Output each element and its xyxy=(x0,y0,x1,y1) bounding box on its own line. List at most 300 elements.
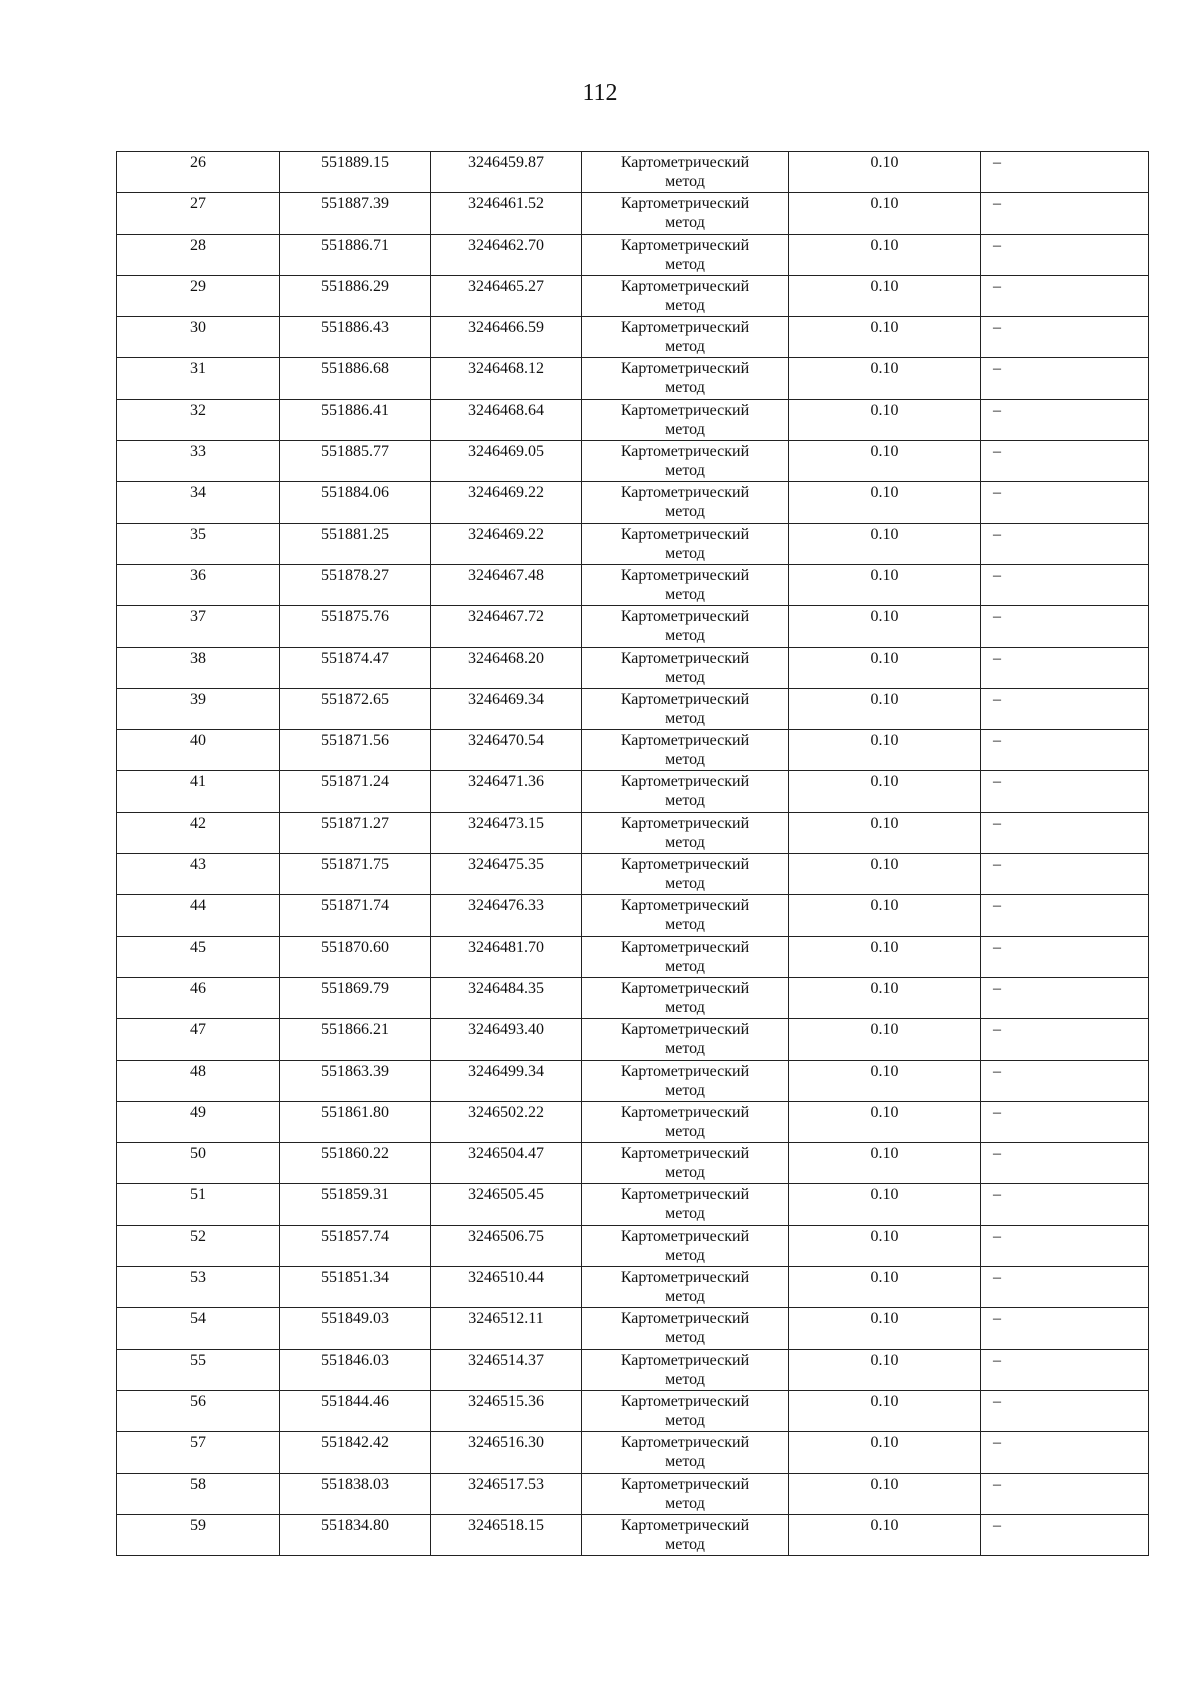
point-number-cell: 55 xyxy=(117,1349,280,1390)
method-line-1: Картометрический xyxy=(620,1434,750,1452)
x-coordinate-cell: 551871.75 xyxy=(280,854,431,895)
table-row xyxy=(117,482,1149,523)
method-line-2: метод xyxy=(665,709,705,727)
method-line-2: метод xyxy=(665,296,705,314)
method-cell xyxy=(582,895,789,936)
point-number-cell: 29 xyxy=(117,275,280,316)
y-coordinate-cell: 3246515.36 xyxy=(431,1390,582,1431)
note-cell: – xyxy=(981,564,1149,605)
point-number-cell: 45 xyxy=(117,936,280,977)
x-coordinate-cell: 551857.74 xyxy=(280,1225,431,1266)
y-coordinate-cell: 3246469.22 xyxy=(431,482,582,523)
method-line-1: Картометрический xyxy=(620,608,750,626)
method-cell xyxy=(582,854,789,895)
method-cell xyxy=(582,275,789,316)
method-line-2: метод xyxy=(665,792,705,810)
accuracy-cell: 0.10 xyxy=(789,936,981,977)
y-coordinate-cell: 3246476.33 xyxy=(431,895,582,936)
table-row xyxy=(117,647,1149,688)
x-coordinate-cell: 551886.41 xyxy=(280,399,431,440)
point-number-cell: 30 xyxy=(117,317,280,358)
table-row xyxy=(117,1514,1149,1555)
method-line-1: Картометрический xyxy=(620,897,750,915)
y-coordinate-cell: 3246517.53 xyxy=(431,1473,582,1514)
accuracy-cell: 0.10 xyxy=(789,1514,981,1555)
point-number-cell: 46 xyxy=(117,977,280,1018)
method-cell xyxy=(582,317,789,358)
table-row xyxy=(117,399,1149,440)
table-row xyxy=(117,152,1149,193)
accuracy-cell: 0.10 xyxy=(789,317,981,358)
method-line-2: метод xyxy=(665,503,705,521)
accuracy-cell: 0.10 xyxy=(789,152,981,193)
coordinates-table xyxy=(116,151,1149,1556)
accuracy-cell: 0.10 xyxy=(789,1432,981,1473)
accuracy-cell: 0.10 xyxy=(789,1019,981,1060)
y-coordinate-cell: 3246502.22 xyxy=(431,1101,582,1142)
x-coordinate-cell: 551881.25 xyxy=(280,523,431,564)
x-coordinate-cell: 551885.77 xyxy=(280,441,431,482)
method-line-1: Картометрический xyxy=(620,1062,750,1080)
method-line-1: Картометрический xyxy=(620,1310,750,1328)
accuracy-cell: 0.10 xyxy=(789,812,981,853)
table-row xyxy=(117,234,1149,275)
y-coordinate-cell: 3246467.48 xyxy=(431,564,582,605)
method-line-2: метод xyxy=(665,214,705,232)
x-coordinate-cell: 551838.03 xyxy=(280,1473,431,1514)
method-line-1: Картометрический xyxy=(620,1103,750,1121)
method-line-2: метод xyxy=(665,462,705,480)
note-cell: – xyxy=(981,193,1149,234)
point-number-cell: 58 xyxy=(117,1473,280,1514)
note-cell: – xyxy=(981,1019,1149,1060)
x-coordinate-cell: 551884.06 xyxy=(280,482,431,523)
point-number-cell: 56 xyxy=(117,1390,280,1431)
point-number-cell: 37 xyxy=(117,606,280,647)
point-number-cell: 41 xyxy=(117,771,280,812)
method-line-1: Картометрический xyxy=(620,856,750,874)
method-line-2: метод xyxy=(665,1370,705,1388)
x-coordinate-cell: 551871.56 xyxy=(280,730,431,771)
x-coordinate-cell: 551859.31 xyxy=(280,1184,431,1225)
method-cell xyxy=(582,234,789,275)
method-line-2: метод xyxy=(665,1205,705,1223)
note-cell: – xyxy=(981,854,1149,895)
point-number-cell: 54 xyxy=(117,1308,280,1349)
point-number-cell: 50 xyxy=(117,1143,280,1184)
table-row xyxy=(117,1308,1149,1349)
point-number-cell: 36 xyxy=(117,564,280,605)
method-line-1: Картометрический xyxy=(620,1351,750,1369)
method-cell xyxy=(582,1473,789,1514)
method-line-1: Картометрический xyxy=(620,1516,750,1534)
note-cell: – xyxy=(981,275,1149,316)
y-coordinate-cell: 3246469.22 xyxy=(431,523,582,564)
note-cell: – xyxy=(981,523,1149,564)
method-cell xyxy=(582,1308,789,1349)
note-cell: – xyxy=(981,1514,1149,1555)
table-row xyxy=(117,1019,1149,1060)
point-number-cell: 59 xyxy=(117,1514,280,1555)
method-line-2: метод xyxy=(665,338,705,356)
y-coordinate-cell: 3246514.37 xyxy=(431,1349,582,1390)
point-number-cell: 35 xyxy=(117,523,280,564)
x-coordinate-cell: 551886.68 xyxy=(280,358,431,399)
method-cell xyxy=(582,1267,789,1308)
note-cell: – xyxy=(981,688,1149,729)
method-cell xyxy=(582,1019,789,1060)
point-number-cell: 49 xyxy=(117,1101,280,1142)
y-coordinate-cell: 3246468.64 xyxy=(431,399,582,440)
note-cell: – xyxy=(981,1432,1149,1473)
x-coordinate-cell: 551869.79 xyxy=(280,977,431,1018)
method-line-2: метод xyxy=(665,627,705,645)
method-line-1: Картометрический xyxy=(620,690,750,708)
method-cell xyxy=(582,1432,789,1473)
x-coordinate-cell: 551871.24 xyxy=(280,771,431,812)
method-cell xyxy=(582,399,789,440)
table-row xyxy=(117,523,1149,564)
table-row xyxy=(117,358,1149,399)
method-line-1: Картометрический xyxy=(620,525,750,543)
method-line-1: Картометрический xyxy=(620,814,750,832)
table-row xyxy=(117,1349,1149,1390)
accuracy-cell: 0.10 xyxy=(789,1225,981,1266)
point-number-cell: 26 xyxy=(117,152,280,193)
y-coordinate-cell: 3246459.87 xyxy=(431,152,582,193)
y-coordinate-cell: 3246484.35 xyxy=(431,977,582,1018)
point-number-cell: 27 xyxy=(117,193,280,234)
point-number-cell: 32 xyxy=(117,399,280,440)
method-line-1: Картометрический xyxy=(620,649,750,667)
accuracy-cell: 0.10 xyxy=(789,1390,981,1431)
method-cell xyxy=(582,482,789,523)
point-number-cell: 42 xyxy=(117,812,280,853)
table-row xyxy=(117,1432,1149,1473)
accuracy-cell: 0.10 xyxy=(789,399,981,440)
table-row xyxy=(117,193,1149,234)
x-coordinate-cell: 551874.47 xyxy=(280,647,431,688)
method-line-1: Картометрический xyxy=(620,443,750,461)
note-cell: – xyxy=(981,358,1149,399)
point-number-cell: 51 xyxy=(117,1184,280,1225)
table-row xyxy=(117,1060,1149,1101)
x-coordinate-cell: 551871.74 xyxy=(280,895,431,936)
x-coordinate-cell: 551863.39 xyxy=(280,1060,431,1101)
accuracy-cell: 0.10 xyxy=(789,730,981,771)
method-line-1: Картометрический xyxy=(620,195,750,213)
method-cell xyxy=(582,193,789,234)
x-coordinate-cell: 551849.03 xyxy=(280,1308,431,1349)
accuracy-cell: 0.10 xyxy=(789,234,981,275)
method-cell xyxy=(582,977,789,1018)
method-line-2: метод xyxy=(665,1411,705,1429)
method-line-2: метод xyxy=(665,957,705,975)
method-line-1: Картометрический xyxy=(620,1021,750,1039)
x-coordinate-cell: 551834.80 xyxy=(280,1514,431,1555)
coordinates-table-body xyxy=(117,152,1149,1556)
x-coordinate-cell: 551886.43 xyxy=(280,317,431,358)
y-coordinate-cell: 3246506.75 xyxy=(431,1225,582,1266)
x-coordinate-cell: 551860.22 xyxy=(280,1143,431,1184)
point-number-cell: 39 xyxy=(117,688,280,729)
y-coordinate-cell: 3246471.36 xyxy=(431,771,582,812)
x-coordinate-cell: 551875.76 xyxy=(280,606,431,647)
accuracy-cell: 0.10 xyxy=(789,275,981,316)
table-row xyxy=(117,771,1149,812)
x-coordinate-cell: 551866.21 xyxy=(280,1019,431,1060)
y-coordinate-cell: 3246473.15 xyxy=(431,812,582,853)
table-row xyxy=(117,1143,1149,1184)
method-line-1: Картометрический xyxy=(620,1227,750,1245)
accuracy-cell: 0.10 xyxy=(789,1349,981,1390)
x-coordinate-cell: 551886.29 xyxy=(280,275,431,316)
method-line-2: метод xyxy=(665,1494,705,1512)
table-row xyxy=(117,1101,1149,1142)
method-line-2: метод xyxy=(665,875,705,893)
method-cell xyxy=(582,1101,789,1142)
method-cell xyxy=(582,152,789,193)
method-cell xyxy=(582,441,789,482)
method-line-2: метод xyxy=(665,255,705,273)
method-line-2: метод xyxy=(665,1246,705,1264)
table-row xyxy=(117,1267,1149,1308)
accuracy-cell: 0.10 xyxy=(789,193,981,234)
point-number-cell: 38 xyxy=(117,647,280,688)
table-row xyxy=(117,1473,1149,1514)
note-cell: – xyxy=(981,730,1149,771)
note-cell: – xyxy=(981,895,1149,936)
note-cell: – xyxy=(981,1473,1149,1514)
y-coordinate-cell: 3246461.52 xyxy=(431,193,582,234)
accuracy-cell: 0.10 xyxy=(789,482,981,523)
table-row xyxy=(117,977,1149,1018)
accuracy-cell: 0.10 xyxy=(789,1060,981,1101)
accuracy-cell: 0.10 xyxy=(789,688,981,729)
y-coordinate-cell: 3246469.34 xyxy=(431,688,582,729)
note-cell: – xyxy=(981,234,1149,275)
method-cell xyxy=(582,1390,789,1431)
accuracy-cell: 0.10 xyxy=(789,606,981,647)
y-coordinate-cell: 3246481.70 xyxy=(431,936,582,977)
x-coordinate-cell: 551851.34 xyxy=(280,1267,431,1308)
x-coordinate-cell: 551878.27 xyxy=(280,564,431,605)
method-cell xyxy=(582,1349,789,1390)
method-line-1: Картометрический xyxy=(620,1269,750,1287)
method-line-2: метод xyxy=(665,1329,705,1347)
accuracy-cell: 0.10 xyxy=(789,564,981,605)
note-cell: – xyxy=(981,441,1149,482)
method-line-2: метод xyxy=(665,751,705,769)
x-coordinate-cell: 551846.03 xyxy=(280,1349,431,1390)
accuracy-cell: 0.10 xyxy=(789,358,981,399)
method-line-1: Картометрический xyxy=(620,154,750,171)
method-line-1: Картометрический xyxy=(620,732,750,750)
table-row xyxy=(117,275,1149,316)
accuracy-cell: 0.10 xyxy=(789,1143,981,1184)
method-line-2: метод xyxy=(665,585,705,603)
note-cell: – xyxy=(981,1267,1149,1308)
note-cell: – xyxy=(981,812,1149,853)
note-cell: – xyxy=(981,152,1149,193)
point-number-cell: 52 xyxy=(117,1225,280,1266)
method-cell xyxy=(582,688,789,729)
table-row xyxy=(117,688,1149,729)
table-row xyxy=(117,812,1149,853)
accuracy-cell: 0.10 xyxy=(789,895,981,936)
point-number-cell: 57 xyxy=(117,1432,280,1473)
method-line-1: Картометрический xyxy=(620,566,750,584)
method-line-1: Картометрический xyxy=(620,277,750,295)
point-number-cell: 34 xyxy=(117,482,280,523)
method-line-2: метод xyxy=(665,1040,705,1058)
method-line-1: Картометрический xyxy=(620,1475,750,1493)
accuracy-cell: 0.10 xyxy=(789,1473,981,1514)
point-number-cell: 48 xyxy=(117,1060,280,1101)
table-row xyxy=(117,441,1149,482)
point-number-cell: 31 xyxy=(117,358,280,399)
accuracy-cell: 0.10 xyxy=(789,1184,981,1225)
y-coordinate-cell: 3246467.72 xyxy=(431,606,582,647)
accuracy-cell: 0.10 xyxy=(789,647,981,688)
table-row xyxy=(117,936,1149,977)
x-coordinate-cell: 551872.65 xyxy=(280,688,431,729)
note-cell: – xyxy=(981,1390,1149,1431)
point-number-cell: 44 xyxy=(117,895,280,936)
method-cell xyxy=(582,606,789,647)
method-line-1: Картометрический xyxy=(620,938,750,956)
accuracy-cell: 0.10 xyxy=(789,977,981,1018)
method-line-2: метод xyxy=(665,544,705,562)
y-coordinate-cell: 3246465.27 xyxy=(431,275,582,316)
y-coordinate-cell: 3246468.12 xyxy=(431,358,582,399)
method-cell xyxy=(582,771,789,812)
method-line-2: метод xyxy=(665,1081,705,1099)
accuracy-cell: 0.10 xyxy=(789,523,981,564)
note-cell: – xyxy=(981,1060,1149,1101)
method-line-1: Картометрический xyxy=(620,1392,750,1410)
method-line-2: метод xyxy=(665,916,705,934)
point-number-cell: 53 xyxy=(117,1267,280,1308)
y-coordinate-cell: 3246510.44 xyxy=(431,1267,582,1308)
note-cell: – xyxy=(981,606,1149,647)
y-coordinate-cell: 3246505.45 xyxy=(431,1184,582,1225)
method-line-2: метод xyxy=(665,420,705,438)
method-line-2: метод xyxy=(665,1288,705,1306)
note-cell: – xyxy=(981,1225,1149,1266)
method-line-2: метод xyxy=(665,668,705,686)
method-line-1: Картометрический xyxy=(620,236,750,254)
x-coordinate-cell: 551887.39 xyxy=(280,193,431,234)
method-cell xyxy=(582,358,789,399)
accuracy-cell: 0.10 xyxy=(789,854,981,895)
accuracy-cell: 0.10 xyxy=(789,771,981,812)
y-coordinate-cell: 3246504.47 xyxy=(431,1143,582,1184)
method-line-1: Картометрический xyxy=(620,360,750,378)
table-row xyxy=(117,895,1149,936)
x-coordinate-cell: 551886.71 xyxy=(280,234,431,275)
table-row xyxy=(117,730,1149,771)
method-line-2: метод xyxy=(665,1535,705,1553)
method-line-1: Картометрический xyxy=(620,1186,750,1204)
point-number-cell: 43 xyxy=(117,854,280,895)
method-line-2: метод xyxy=(665,1164,705,1182)
method-cell xyxy=(582,1514,789,1555)
method-line-2: метод xyxy=(665,1453,705,1471)
table-row xyxy=(117,606,1149,647)
method-cell xyxy=(582,812,789,853)
point-number-cell: 47 xyxy=(117,1019,280,1060)
note-cell: – xyxy=(981,1101,1149,1142)
note-cell: – xyxy=(981,1308,1149,1349)
method-cell xyxy=(582,730,789,771)
y-coordinate-cell: 3246512.11 xyxy=(431,1308,582,1349)
note-cell: – xyxy=(981,771,1149,812)
method-line-1: Картометрический xyxy=(620,773,750,791)
method-line-1: Картометрический xyxy=(620,319,750,337)
note-cell: – xyxy=(981,1349,1149,1390)
note-cell: – xyxy=(981,936,1149,977)
y-coordinate-cell: 3246462.70 xyxy=(431,234,582,275)
note-cell: – xyxy=(981,977,1149,1018)
table-row xyxy=(117,1390,1149,1431)
y-coordinate-cell: 3246518.15 xyxy=(431,1514,582,1555)
method-line-1: Картометрический xyxy=(620,1145,750,1163)
note-cell: – xyxy=(981,482,1149,523)
y-coordinate-cell: 3246516.30 xyxy=(431,1432,582,1473)
accuracy-cell: 0.10 xyxy=(789,441,981,482)
table-row xyxy=(117,1184,1149,1225)
method-line-1: Картометрический xyxy=(620,484,750,502)
method-line-2: метод xyxy=(665,998,705,1016)
y-coordinate-cell: 3246493.40 xyxy=(431,1019,582,1060)
table-row xyxy=(117,854,1149,895)
x-coordinate-cell: 551844.46 xyxy=(280,1390,431,1431)
x-coordinate-cell: 551889.15 xyxy=(280,152,431,193)
note-cell: – xyxy=(981,399,1149,440)
accuracy-cell: 0.10 xyxy=(789,1101,981,1142)
y-coordinate-cell: 3246469.05 xyxy=(431,441,582,482)
method-cell xyxy=(582,1225,789,1266)
method-line-2: метод xyxy=(665,1122,705,1140)
y-coordinate-cell: 3246470.54 xyxy=(431,730,582,771)
point-number-cell: 40 xyxy=(117,730,280,771)
y-coordinate-cell: 3246475.35 xyxy=(431,854,582,895)
note-cell: – xyxy=(981,1143,1149,1184)
method-line-2: метод xyxy=(665,379,705,397)
method-cell xyxy=(582,1143,789,1184)
method-cell xyxy=(582,1060,789,1101)
table-row xyxy=(117,1225,1149,1266)
point-number-cell: 28 xyxy=(117,234,280,275)
accuracy-cell: 0.10 xyxy=(789,1267,981,1308)
method-cell xyxy=(582,564,789,605)
table-row xyxy=(117,564,1149,605)
y-coordinate-cell: 3246466.59 xyxy=(431,317,582,358)
x-coordinate-cell: 551842.42 xyxy=(280,1432,431,1473)
y-coordinate-cell: 3246499.34 xyxy=(431,1060,582,1101)
note-cell: – xyxy=(981,647,1149,688)
x-coordinate-cell: 551870.60 xyxy=(280,936,431,977)
x-coordinate-cell: 551861.80 xyxy=(280,1101,431,1142)
method-cell xyxy=(582,523,789,564)
method-line-2: метод xyxy=(665,173,705,190)
method-line-1: Картометрический xyxy=(620,979,750,997)
note-cell: – xyxy=(981,317,1149,358)
table-row xyxy=(117,317,1149,358)
method-cell xyxy=(582,647,789,688)
method-line-2: метод xyxy=(665,833,705,851)
